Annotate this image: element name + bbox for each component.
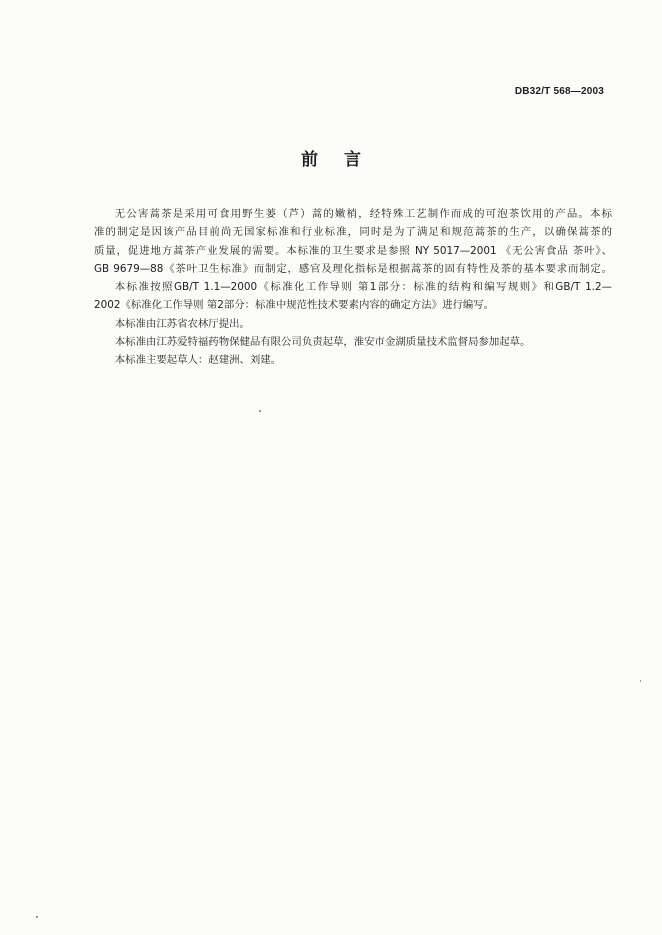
page-title: 前言 [301, 150, 387, 170]
scan-speck [36, 916, 38, 918]
scan-speck [259, 410, 261, 412]
text-line: 质量，促进地方蒿茶产业发展的需要。本标准的卫生要求是参照 NY 5017—2001 《无公害食品 茶叶》、 [94, 244, 612, 257]
text-line: 2002《标准化工作导则 第2部分：标准中规范性技术要素内容的确定方法》进行编写。 [94, 299, 495, 312]
text-line: 本标准按照GB/T 1.1—2000《标准化工作导则 第1部分：标准的结构和编写规则》和GB/T 1.2— [114, 281, 612, 294]
text-line: 准的制定是因该产品目前尚无国家标准和行业标准，同时是为了满足和规范蒿茶的生产，以确保蒿茶的 [94, 226, 612, 239]
text-line: 无公害蒿茶是采用可食用野生蒌（芦）蒿的嫩梢，经特殊工艺制作而成的可泡茶饮用的产品。本标 [114, 208, 612, 220]
text-line: GB 9679—88《茶叶卫生标准》而制定，感官及理化指标是根据蒿茶的固有特性及茶的基本要求而制定。 [94, 262, 612, 275]
paragraph-standards-basis [94, 278, 612, 315]
text-line: 本标准由江苏爱特福药物保健品有限公司负责起草，淮安市金湖质量技术监督局参加起草。 [114, 336, 531, 349]
text-line: 本标准主要起草人：赵建洲、刘建。 [114, 354, 282, 367]
paragraph-intro [94, 205, 612, 278]
text-line: 本标准由江苏省农林厅提出。 [114, 317, 250, 330]
scan-speck [640, 680, 641, 682]
paragraph-drafting-units [94, 333, 612, 351]
paragraph-drafters [94, 351, 612, 369]
document-code: DB32/T 568—2003 [514, 86, 604, 97]
body-text [94, 205, 612, 370]
paragraph-proposer [94, 315, 612, 333]
